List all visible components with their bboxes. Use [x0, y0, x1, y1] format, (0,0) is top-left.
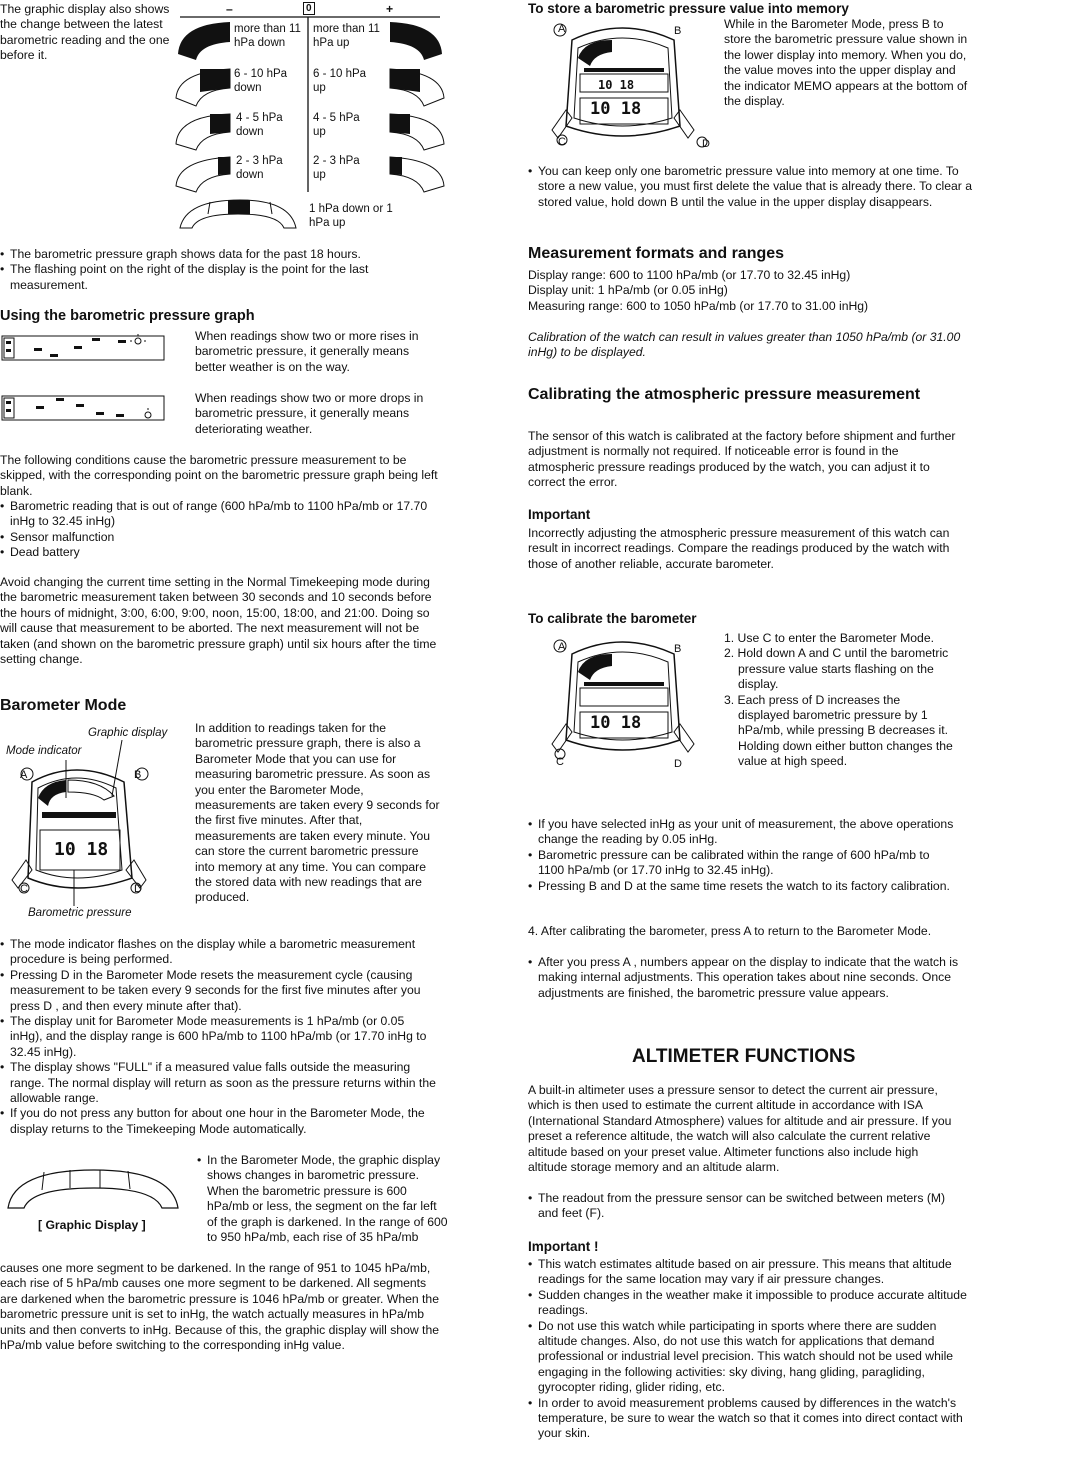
- imp2-bullet-4: In order to avoid measurement problems caused by differences in the watch's temperature, be sure to wear the watch so that it comes into direct contact with your skin.: [538, 1395, 963, 1441]
- up-small-icon: [390, 114, 444, 150]
- conditions-text: The following conditions cause the barometric pressure measurement to be skipped, with the corresponding point on the barometric pressure graph being left blank.: [0, 453, 438, 498]
- baro-bullet-2: Pressing D in the Barometer Mode resets the measurement cycle (causing measurement to be taken every 9 seconds for the first five minutes after you press D , and then every minute after that).: [10, 967, 421, 1013]
- store-label-a: A: [558, 23, 566, 35]
- store-label-c: C: [558, 136, 566, 148]
- legend-down-4: 2 - 3 hPa down: [236, 155, 283, 181]
- pressure-change-legend: [170, 14, 450, 234]
- store-label-d: D: [702, 138, 710, 150]
- step-4: 4. After calibrating the barometer, press A to return to the Barometer Mode.: [528, 924, 932, 938]
- down-small-icon: [176, 114, 230, 150]
- label-mode-indicator: Mode indicator: [6, 745, 82, 757]
- legend-up-2: 6 - 10 hPa up: [313, 68, 367, 94]
- graphic-display-text: In the Barometer Mode, the graphic display shows changes in barometric pressure. When the barometric pressure is 600 hPa/mb or less, the segment on the far left of the graph is darkened. In the range of 600 to 950 hPa/mb, each rise of 35 hPa/mb: [207, 1153, 448, 1245]
- baro-bullet-3: The display unit for Barometer Mode measurements is 1 hPa/mb (or 0.05 inHg), and the display range is 600 hPa/mb to 1100 hPa/mb (or 17.70 inHg to 32.45 inHg).: [10, 1014, 427, 1059]
- cal-label-a: A: [558, 641, 566, 653]
- formats-heading: Measurement formats and ranges: [528, 245, 785, 262]
- cal-label-b: B: [674, 643, 682, 655]
- cal-bullet-2: Barometric pressure can be calibrated within the range of 600 hPa/mb to 1100 hPa/mb (or 17.70 inHg to 32.45 inHg).: [538, 847, 930, 878]
- important2-bullets: • This watch estimates altitude based on air pressure. This means that altitude readings for the same location may vary if air pressure changes. • Sudden changes in the weather make it impossible to produce accurate altitude readings. • Do not use this watch while participating in sports where there are sudden altitude changes. Also, do not use this watch for applications that demand professional or industrial level precision. This watch should not be used while engaging in the following activities: sky diving, hang gliding, paragliding, gyrocopter riding, glider riding, etc. • In order to avoid measurement problems caused by differences in the watch's temperature, be sure to wear the watch so that it comes into direct contact with your skin.: [528, 1257, 967, 1441]
- drop-graph-icon: [0, 393, 170, 427]
- legend-up-1: more than 11 hPa up: [313, 23, 380, 49]
- graphic-display-continued: causes one more segment to be darkened. In the range of 951 to 1045 hPa/mb, each rise of 5 hPa/mb causes one more segment to be darkened. All segments are darkened when the barometric pressure is 1046 hPa/mb or greater. When the barometric pressure unit is set to inHg, the watch actually measures in hPa/mb units and then converts to inHg. Because of this, the graphic display will show the hPa/mb value before switching to the corresponding inHg value.: [0, 1261, 439, 1353]
- legend-down-1: more than 11 hPa down: [234, 23, 301, 49]
- cal-lcd: 10 18: [590, 713, 642, 733]
- label-d: D: [134, 883, 142, 895]
- conditions-bullets: • Barometric reading that is out of range (600 hPa/mb to 1100 hPa/mb or 17.70 inHg to 32.45 inHg) • Sensor malfunction • Dead battery: [0, 499, 428, 560]
- altimeter-heading: ALTIMETER FUNCTIONS: [632, 1046, 856, 1067]
- calibrate-bullets: • If you have selected inHg as your unit of measurement, the above operations change the reading by 0.05 inHg. • Barometric pressure can be calibrated within the range of 600 hPa/mb to 1100 hPa/mb (or 17.70 inHg to 32.45 inHg). • Pressing B and D at the same time resets the watch to its factory calibration.: [528, 817, 954, 893]
- important-text: Incorrectly adjusting the atmospheric pressure measurement of this watch can result in incorrect readings. Compare the readings produced by the watch with those of another reliable, accurate barometer.: [528, 526, 950, 571]
- cal-step-1: 1. Use C to enter the Barometer Mode.: [724, 631, 934, 645]
- baro-bullet-1: The mode indicator flashes on the display while a barometric measurement procedure is being performed.: [10, 937, 416, 967]
- important2-heading: Important !: [528, 1239, 599, 1254]
- bullet-flashing-point: The flashing point on the right of the display is the point for the last measurement.: [10, 262, 369, 292]
- cal-label-c: C: [556, 756, 564, 768]
- neutral-icon: [180, 200, 296, 228]
- imp2-bullet-2: Sudden changes in the weather make it impossible to produce accurate altitude readings.: [538, 1287, 967, 1318]
- up-tiny-icon: [390, 157, 444, 192]
- label-a: A: [20, 769, 28, 781]
- up-medium-icon: [390, 69, 444, 106]
- graphic-display-icon: [4, 1168, 184, 1218]
- calibrating-heading: Calibrating the atmospheric pressure measurement: [528, 386, 921, 403]
- legend-up-4: 2 - 3 hPa up: [313, 155, 360, 181]
- imp2-bullet-3: Do not use this watch while participating in sports where there are sudden altitude changes. Also, do not use this watch for applications that demand professional or industrial level precision. This watch should not be used while engaging in the following activities: sky diving, hang gliding, paragliding, gyrocopter riding, glider riding, etc.: [538, 1318, 954, 1395]
- lcd-value: 10 18: [54, 839, 109, 860]
- cal-step-3: 3. Each press of D increases the displayed barometric pressure by 1 hPa/mb, while pressing B decreases it. Holding down either button changes the value at high speed.: [724, 692, 953, 769]
- using-graph-heading: Using the barometric pressure graph: [0, 308, 255, 324]
- cal-bullet-1: If you have selected inHg as your unit of measurement, the above operations change the reading by 0.05 inHg.: [538, 817, 954, 847]
- to-calibrate-heading: To calibrate the barometer: [528, 611, 697, 626]
- down-large-icon: [178, 22, 230, 60]
- barometer-mode-heading: Barometer Mode: [0, 697, 127, 714]
- barometer-bullets: • The mode indicator flashes on the display while a barometric measurement procedure is being performed. • Pressing D in the Barometer Mode resets the measurement cycle (causing measurement to be taken every 9 seconds for the first five minutes after you press D , and then every minute after that). • The display unit for Barometer Mode measurements is 1 hPa/mb (or 0.05 inHg), and the display range is 600 hPa/mb to 1100 hPa/mb (or 17.70 inHg to 32.45 inHg). • The display shows "FULL" if a measured value falls outside the measuring range. The normal display will return as soon as the pressure returns within the allowable range. • If you do not press any button for about one hour in the Barometer Mode, the display returns to the Timekeeping Mode automatically.: [0, 937, 436, 1136]
- baro-bullet-5: If you do not press any button for about one hour in the Barometer Mode, the display returns to the Timekeeping Mode automatically.: [10, 1106, 425, 1136]
- barometer-mode-text: In addition to readings taken for the barometric pressure graph, there is also a Barometer Mode that you can use for measuring barometric pressure. As soon as you enter the Barometer Mode, measurements are taken every 9 seconds for the first five minutes. After that, measurements are taken every minute. You can store the current barometric pressure into memory at any time. You can compare the stored data with new readings that are produced.: [195, 721, 440, 905]
- condition-sensor: Sensor malfunction: [10, 529, 115, 544]
- store-lcd-upper: 10 18: [598, 78, 635, 92]
- store-text: While in the Barometer Mode, press B to store the barometric pressure value shown in the lower display into memory. When you do, the value moves into the upper display and the indicator MEMO appears at the bottom of the display.: [724, 17, 968, 109]
- store-bullet: You can keep only one barometric pressure value into memory at one time. To store a new value, you must first delete the value that is already there. To clear a stored value, hold down B until the value in the upper display disappears.: [538, 164, 973, 209]
- legend-up-3: 4 - 5 hPa up: [313, 112, 360, 138]
- baro-bullet-4: The display shows "FULL" if a measured value falls outside the measuring range. The normal display will return as soon as the pressure returns within the allowable range.: [10, 1060, 436, 1106]
- watch-diagram-calibrate: [548, 628, 718, 770]
- bullet-graph-hours: The barometric pressure graph shows data for the past 18 hours.: [10, 247, 361, 261]
- graphic-display-caption: [ Graphic Display ]: [38, 1218, 146, 1232]
- store-label-b: B: [674, 25, 682, 37]
- step-4-bullet: After you press A , numbers appear on the display to indicate that the watch is making internal adjustments. This operation takes about nine seconds. Once adjustments are finished, the barometric pressure value appears.: [538, 955, 959, 1000]
- rise-graph-icon: [0, 333, 170, 367]
- important-heading: Important: [528, 507, 591, 522]
- using-rise-text: When readings show two or more rises in barometric pressure, it generally means better weather is on the way.: [195, 329, 419, 374]
- using-drop-text: When readings show two or more drops in barometric pressure, it generally means deteriorating weather.: [195, 391, 424, 436]
- store-lcd-lower: 10 18: [590, 99, 642, 119]
- cal-label-d: D: [674, 758, 682, 770]
- legend-last: 1 hPa down or 1 hPa up: [309, 203, 393, 229]
- legend-plus: +: [386, 2, 394, 16]
- legend-down-2: 6 - 10 hPa down: [234, 68, 288, 94]
- altimeter-bullet: The readout from the pressure sensor can be switched between meters (M) and feet (F).: [538, 1191, 946, 1221]
- avoid-text: Avoid changing the current time setting in the Normal Timekeeping mode during the barometric measurement taken between 30 seconds and 10 seconds before the hours of midnight, 3:00, 6:00, 9:00, noon, 15:00, 18:00, and 21:00. Doing so will cause that measurement to be aborted. The next measurement will not be taken (and shown on the barometric pressure graph) until six hours after the time setting change.: [0, 575, 437, 667]
- calibrating-text: The sensor of this watch is calibrated at the factory before shipment and further adjustment is normally not required. If noticeable error is found in the atmospheric pressure readings produced by the watch, you can adjust it to correct the error.: [528, 429, 956, 490]
- down-tiny-icon: [176, 157, 230, 192]
- formats-display-range: Display range: 600 to 1100 hPa/mb (or 17.70 to 32.45 inHg): [528, 268, 851, 282]
- label-barometric-pressure: Barometric pressure: [28, 907, 132, 919]
- imp2-bullet-1: This watch estimates altitude based on air pressure. This means that altitude readings for the same location may vary if air pressure changes.: [538, 1257, 952, 1287]
- label-c: C: [20, 883, 28, 895]
- cal-bullet-3: Pressing B and D at the same time resets the watch to its factory calibration.: [538, 878, 950, 893]
- legend-center: 0: [303, 2, 315, 15]
- formats-lines: [528, 268, 1068, 314]
- label-graphic-display: Graphic display: [88, 727, 168, 739]
- intro-text: The graphic display also shows the change between the latest barometric reading and the one before it.: [0, 2, 170, 63]
- formats-note: Calibration of the watch can result in values greater than 1050 hPa/mb (or 31.00 inHg) to be displayed.: [528, 330, 961, 360]
- legend-down-3: 4 - 5 hPa down: [236, 112, 283, 138]
- calibrate-steps: [724, 631, 954, 770]
- up-large-icon: [390, 22, 442, 60]
- formats-display-unit: Display unit: 1 hPa/mb (or 0.05 inHg): [528, 283, 728, 298]
- store-heading: To store a barometric pressure value into memory: [528, 1, 849, 16]
- cal-step-2: 2. Hold down A and C until the barometric pressure value starts flashing on the display.: [724, 646, 949, 692]
- graph-bullets: • The barometric pressure graph shows data for the past 18 hours. • The flashing point on the right of the display is the point for the last measurement.: [0, 247, 369, 292]
- formats-measuring-range: Measuring range: 600 to 1050 hPa/mb (or 17.70 to 31.00 inHg): [528, 298, 869, 313]
- down-medium-icon: [176, 69, 230, 106]
- condition-out-of-range: Barometric reading that is out of range (600 hPa/mb to 1100 hPa/mb or 17.70 inHg to 32.45 inHg): [10, 499, 428, 529]
- condition-battery: Dead battery: [10, 545, 80, 560]
- altimeter-text: A built-in altimeter uses a pressure sensor to detect the current air pressure, which is then used to estimate the current altitude in accordance with ISA (International Standard Atmosphere) values for altitude and air pressure. If you preset a reference altitude, the watch will also calculate the current relative altitude based on your preset value. Altimeter functions also include high altitude storage memory and an altitude alarm.: [528, 1083, 952, 1175]
- label-b: B: [134, 769, 142, 781]
- legend-minus: –: [226, 2, 233, 16]
